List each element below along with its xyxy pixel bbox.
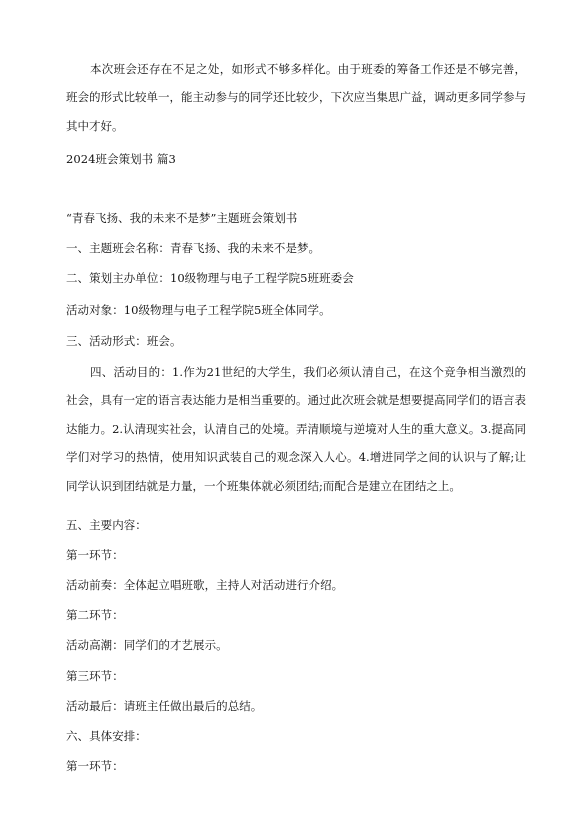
step-one-detail: 活动前奏：全体起立唱班歌，主持人对活动进行介绍。: [66, 578, 344, 592]
item-arrangement: 六、具体安排：: [66, 729, 147, 743]
item-purpose-paragraph: 四、活动目的：1.作为21世纪的大学生，我们必须认清自己，在这个竞争相当激烈的社会，具有一定的语言表达能力是相当重要的。通过此次班会就是想要提高同学们的语言表达能力。2.认清现实社会，认清自己的处境。弄清顺境与逆境对人生的重大意义。3.提高同学们对学习的热情，使用知识武装自己的观念深入人心。4.增进同学之间的认识与了解;让同学认识到团结就是力量，一个班集体就必须团结;而配合是建立在团结之上。: [66, 365, 526, 493]
step-one-heading: 第一环节：: [66, 548, 124, 562]
item-format: 三、活动形式：班会。: [66, 334, 182, 348]
item-audience: 活动对象：10级物理与电子工程学院5班全体同学。: [66, 303, 331, 317]
step-two-detail: 活动高潮：同学们的才艺展示。: [66, 638, 228, 652]
step-three-detail: 活动最后：请班主任做出最后的总结。: [66, 699, 263, 713]
section-heading: 2024班会策划书 篇3: [66, 152, 176, 166]
item-main-content: 五、主要内容：: [66, 518, 147, 532]
plan-title: “青春飞扬、我的未来不是梦”主题班会策划书: [66, 211, 298, 225]
step-two-heading: 第二环节：: [66, 608, 124, 622]
intro-paragraph: 本次班会还存在不足之处，如形式不够多样化。由于班委的筹备工作还是不够完善，班会的形式比较单一，能主动参与的同学还比较少，下次应当集思广益，调动更多同学参与其中才好。: [66, 62, 526, 133]
item-theme-name: 一、主题班会名称：青春飞扬、我的未来不是梦。: [66, 241, 321, 255]
step-three-heading: 第三环节：: [66, 669, 124, 683]
arrangement-step-one-heading: 第一环节：: [66, 759, 124, 773]
item-organizer: 二、策划主办单位：10级物理与电子工程学院5班班委会: [66, 271, 354, 285]
